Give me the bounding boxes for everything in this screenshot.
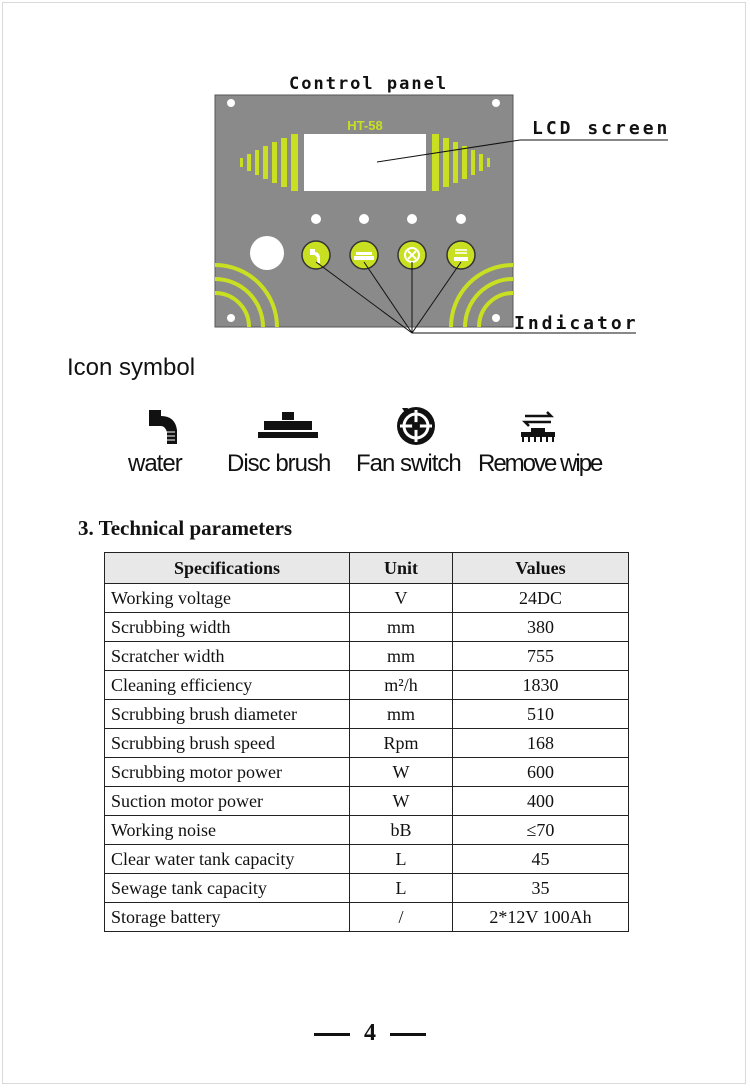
control-panel-illustration (0, 0, 750, 350)
table-header-row (105, 553, 629, 584)
panel-model-label: HT-58 (347, 118, 383, 133)
table-row (105, 700, 629, 729)
value-cell: 35 (453, 874, 629, 903)
remove-wipe-label: Remove wipe (478, 450, 602, 477)
technical-parameters-heading: 3. Technical parameters (78, 516, 293, 540)
remove-wipe-button (447, 241, 475, 269)
table-row (105, 816, 629, 845)
fan-switch-label: Fan switch (356, 450, 461, 477)
value-cell: 24DC (453, 584, 629, 613)
value-cell: ≤70 (453, 816, 629, 845)
value-cell: 45 (453, 845, 629, 874)
table-row (105, 642, 629, 671)
water-button (302, 241, 330, 269)
power-knob (250, 236, 284, 270)
spec-cell: Suction motor power (105, 787, 350, 816)
table-row (105, 613, 629, 642)
unit-cell: Rpm (350, 729, 453, 758)
unit-cell: mm (350, 700, 453, 729)
value-cell: 510 (453, 700, 629, 729)
remove-wipe-icon (517, 410, 559, 449)
lcd-screen-callout: LCD screen (532, 118, 671, 139)
header-specifications: Specifications (105, 553, 350, 584)
table-row (105, 845, 629, 874)
header-values: Values (453, 553, 629, 584)
table-row (105, 671, 629, 700)
unit-cell: L (350, 845, 453, 874)
value-cell: 2*12V 100Ah (453, 903, 629, 932)
spec-cell: Scratcher width (105, 642, 350, 671)
fan-switch-icon (394, 404, 438, 453)
table-row (105, 903, 629, 932)
spec-cell: Working voltage (105, 584, 350, 613)
page-footer (0, 1020, 740, 1047)
header-unit: Unit (350, 553, 453, 584)
spec-cell: Scrubbing brush diameter (105, 700, 350, 729)
footer-dash-right (390, 1033, 426, 1036)
unit-cell: W (350, 787, 453, 816)
indicator-callout: Indicator (514, 313, 639, 334)
unit-cell: bB (350, 816, 453, 845)
spec-cell: Scrubbing brush speed (105, 729, 350, 758)
unit-cell: m²/h (350, 671, 453, 700)
unit-cell: / (350, 903, 453, 932)
disc-brush-label: Disc brush (227, 450, 331, 477)
table-body (105, 584, 629, 932)
control-panel-title: Control panel (289, 74, 449, 94)
spec-cell: Scrubbing motor power (105, 758, 350, 787)
table-row (105, 729, 629, 758)
spec-cell: Scrubbing width (105, 613, 350, 642)
spec-cell: Cleaning efficiency (105, 671, 350, 700)
disc-brush-icon (256, 412, 320, 447)
value-cell: 1830 (453, 671, 629, 700)
table-row (105, 787, 629, 816)
spec-cell: Sewage tank capacity (105, 874, 350, 903)
unit-cell: W (350, 758, 453, 787)
value-cell: 380 (453, 613, 629, 642)
water-label: water (128, 450, 182, 477)
unit-cell: mm (350, 642, 453, 671)
disc-brush-button (350, 241, 378, 269)
water-icon (147, 408, 181, 451)
table-row (105, 874, 629, 903)
spec-cell: Working noise (105, 816, 350, 845)
unit-cell: mm (350, 613, 453, 642)
icon-symbol-heading: Icon symbol (67, 354, 196, 381)
value-cell: 600 (453, 758, 629, 787)
spec-cell: Clear water tank capacity (105, 845, 350, 874)
page-number: 4 (364, 1020, 376, 1046)
value-cell: 400 (453, 787, 629, 816)
spec-cell: Storage battery (105, 903, 350, 932)
value-cell: 168 (453, 729, 629, 758)
table-row (105, 758, 629, 787)
table-row (105, 584, 629, 613)
value-cell: 755 (453, 642, 629, 671)
technical-parameters-table (104, 552, 629, 932)
footer-dash-left (314, 1033, 350, 1036)
unit-cell: L (350, 874, 453, 903)
lcd-screen (304, 134, 426, 191)
unit-cell: V (350, 584, 453, 613)
